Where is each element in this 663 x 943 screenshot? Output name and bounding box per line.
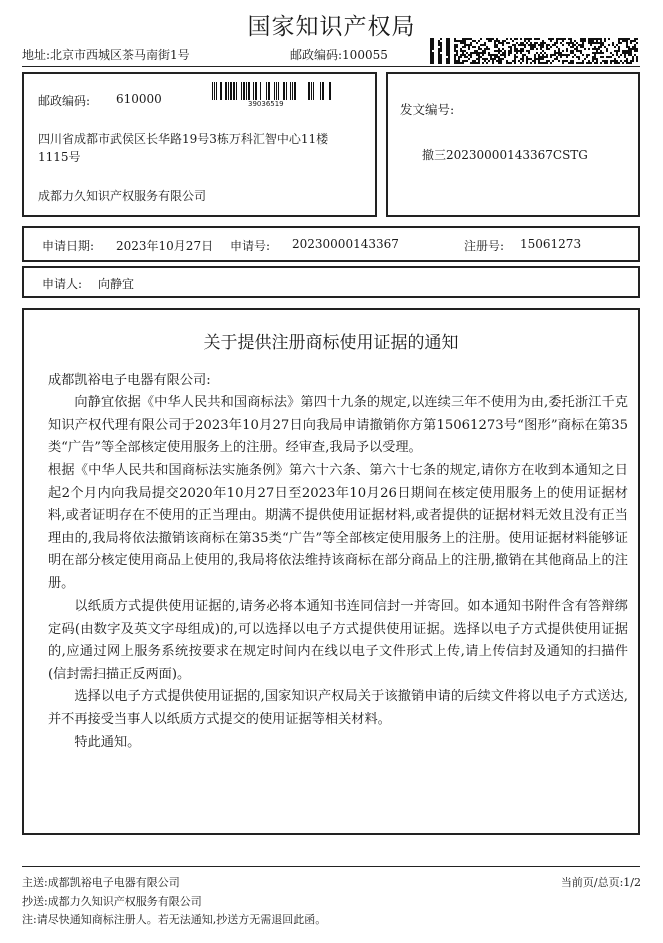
notice-closing: 特此通知。 bbox=[74, 735, 141, 750]
notice-box bbox=[22, 308, 640, 835]
document-number-box bbox=[386, 72, 640, 217]
notice-paragraph-4: 选择以电子方式提供使用证据的,国家知识产权局关于该撤销申请的后续文件将以电子方式送达,并不再接受当事人以纸质方式提交的使用证据等相关材料。 bbox=[48, 689, 628, 727]
footer-main-recipient: 主送:成都凯裕电子电器有限公司 bbox=[22, 876, 180, 889]
applicant-label: 申请人: bbox=[42, 277, 83, 291]
footer-cc: 抄送:成都力久知识产权服务有限公司 bbox=[22, 895, 202, 908]
notice-paragraph-1: 向静宜依据《中华人民共和国商标法》第四十九条的规定,以连续三年不使用为由,委托浙江千克知识产权代理有限公司于2023年10月27日向我局申请撤销你方第15061273号“图形”商标在第35类“广告”等全部核定使用服务上的注册。经审查,我局予以受理。 bbox=[48, 395, 628, 455]
registration-number-label: 注册号: bbox=[464, 239, 505, 253]
application-number-label: 申请号: bbox=[230, 239, 271, 253]
applicant-box bbox=[22, 266, 640, 298]
header-divider bbox=[22, 66, 640, 67]
registration-number-value: 15061273 bbox=[520, 237, 582, 251]
footer-divider bbox=[22, 866, 640, 867]
document-number-label: 发文编号: bbox=[400, 102, 455, 117]
notice-paragraph-3: 以纸质方式提供使用证据的,请务必将本通知书连同信封一并寄回。如本通知书附件含有答辩绑定码(由数字及英文字母组成)的,可以选择以电子方式提供使用证据。选择以电子方式提供使用证据的,应通过网上服务系统按要求在规定时间内在线以电子文件形式上传,请上传信封及通知的扫描件(信封需扫描正反两面)。 bbox=[48, 599, 628, 682]
footer-note: 注:请尽快通知商标注册人。若无法通知,抄送方无需退回此函。 bbox=[22, 913, 327, 926]
application-number-value: 20230000143367 bbox=[292, 237, 399, 251]
agency-postal-code: 邮政编码:100055 bbox=[290, 48, 388, 62]
footer-page-info: 当前页/总页:1/2 bbox=[560, 876, 641, 889]
notice-title: 关于提供注册商标使用证据的通知 bbox=[203, 333, 459, 353]
applicant-value: 向静宜 bbox=[98, 277, 135, 291]
filing-date-value: 2023年10月27日 bbox=[116, 239, 214, 253]
recipient-box bbox=[22, 72, 377, 217]
notice-paragraph-2: 根据《中华人民共和国商标法实施条例》第六十六条、第六十七条的规定,请你方在收到本通知之日起2个月内向我局提交2020年10月27日至2023年10月26日期间在核定使用服务上的使用证据材料,或者证明存在不使用的正当理由。期满不提供使用证据材料,或者提供的证据材料无效且没有正当理由的,我局将依法撤销该商标在第35类“广告”等全部核定使用服务上的注册。使用证据材料能够证明在部分核定使用商品上使用的,我局将依法维持该商标在部分商品上的注册,撤销在其他商品上的注册。 bbox=[48, 463, 628, 591]
recipient-company: 成都力久知识产权服务有限公司 bbox=[38, 189, 207, 203]
filing-date-label: 申请日期: bbox=[42, 239, 95, 253]
qr-code-strip bbox=[430, 38, 638, 64]
agency-title: 国家知识产权局 bbox=[247, 14, 416, 40]
barcode-number: 39036519 bbox=[248, 100, 284, 108]
mail-barcode bbox=[212, 82, 334, 100]
recipient-postal-label: 邮政编码: bbox=[38, 94, 91, 108]
document-number-value: 撤三20230000143367CSTG bbox=[422, 148, 588, 162]
recipient-address-line1: 四川省成都市武侯区长华路19号3栋万科汇智中心11楼 bbox=[38, 132, 329, 146]
recipient-address-line2: 1115号 bbox=[38, 150, 81, 164]
recipient-postal-value: 610000 bbox=[116, 92, 162, 106]
agency-address: 地址:北京市西城区茶马南街1号 bbox=[22, 48, 190, 62]
notice-addressee: 成都凯裕电子电器有限公司: bbox=[48, 373, 211, 388]
filing-info-box bbox=[22, 226, 640, 262]
